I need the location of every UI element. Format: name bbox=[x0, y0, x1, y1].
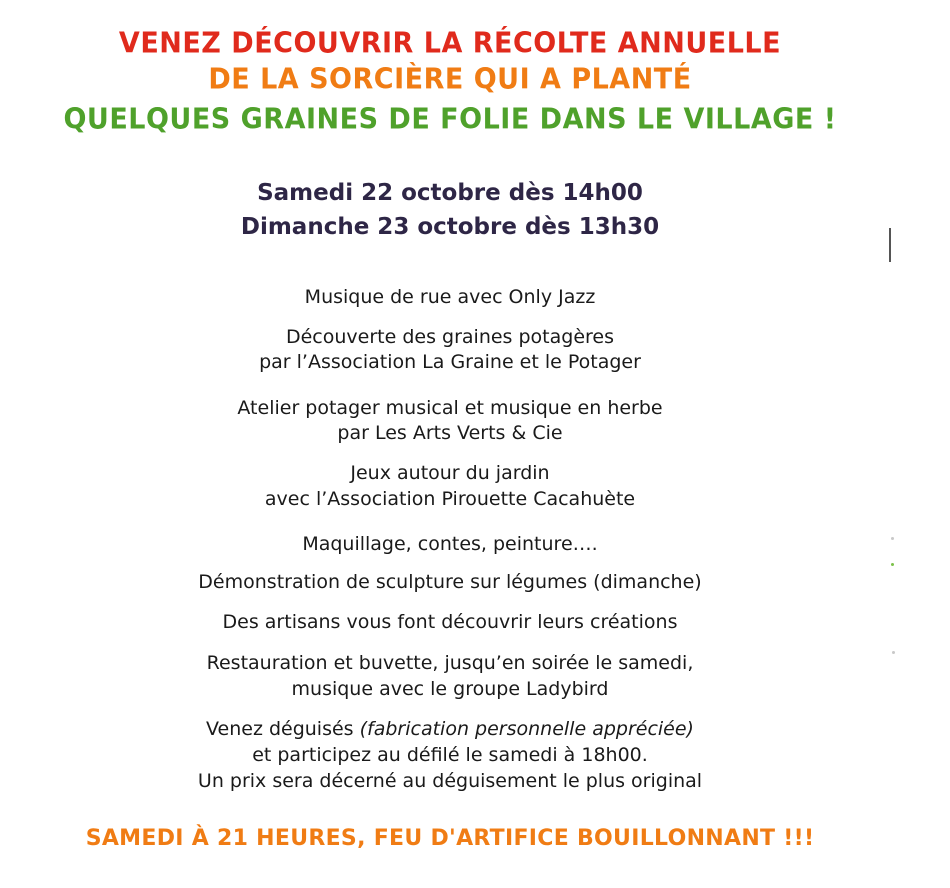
activity-costume-line-1 bbox=[0, 717, 900, 741]
activity-music: Musique de rue avec Only Jazz bbox=[304, 286, 596, 308]
costume-prefix: Venez déguisés bbox=[206, 718, 360, 740]
activity-games-line-2: avec l’Association Pirouette Cacahuète bbox=[264, 488, 636, 510]
scan-artifact-dot bbox=[891, 563, 894, 566]
activity-games-line-1: Jeux autour du jardin bbox=[350, 462, 550, 484]
headline-line-2: DE LA SORCIÈRE QUI A PLANTÉ bbox=[208, 63, 692, 96]
activity-food-line-2: musique avec le groupe Ladybird bbox=[291, 678, 609, 700]
activity-artisans: Des artisans vous font découvrir leurs créations bbox=[222, 611, 678, 633]
activity-makeup: Maquillage, contes, peinture…. bbox=[302, 533, 598, 555]
activity-food-line-1: Restauration et buvette, jusqu’en soirée le samedi, bbox=[206, 652, 694, 674]
scan-artifact-dot bbox=[892, 651, 895, 654]
activity-seeds-line-2: par l’Association La Graine et le Potager bbox=[259, 351, 641, 373]
date-saturday: Samedi 22 octobre dès 14h00 bbox=[257, 180, 643, 206]
fireworks-announcement: SAMEDI À 21 HEURES, FEU D'ARTIFICE BOUILLONNANT !!! bbox=[85, 826, 815, 851]
activity-costume-line-3: Un prix sera décerné au déguisement le plus original bbox=[197, 770, 703, 792]
date-sunday: Dimanche 23 octobre dès 13h30 bbox=[240, 214, 660, 240]
scan-artifact-line bbox=[889, 228, 891, 262]
activity-workshop-line-2: par Les Arts Verts & Cie bbox=[337, 422, 563, 444]
activity-sculpture: Démonstration de sculpture sur légumes (dimanche) bbox=[198, 571, 702, 593]
headline-line-3: QUELQUES GRAINES DE FOLIE DANS LE VILLAGE ! bbox=[63, 103, 837, 136]
headline-line-1: VENEZ DÉCOUVRIR LA RÉCOLTE ANNUELLE bbox=[118, 27, 782, 60]
activity-seeds-line-1: Découverte des graines potagères bbox=[285, 326, 615, 348]
scan-artifact-dot bbox=[891, 537, 894, 540]
activity-costume-line-2: et participez au défilé le samedi à 18h00. bbox=[252, 744, 648, 766]
activity-workshop-line-1: Atelier potager musical et musique en herbe bbox=[237, 397, 663, 419]
costume-italic-note: (fabrication personnelle appréciée) bbox=[359, 718, 694, 740]
